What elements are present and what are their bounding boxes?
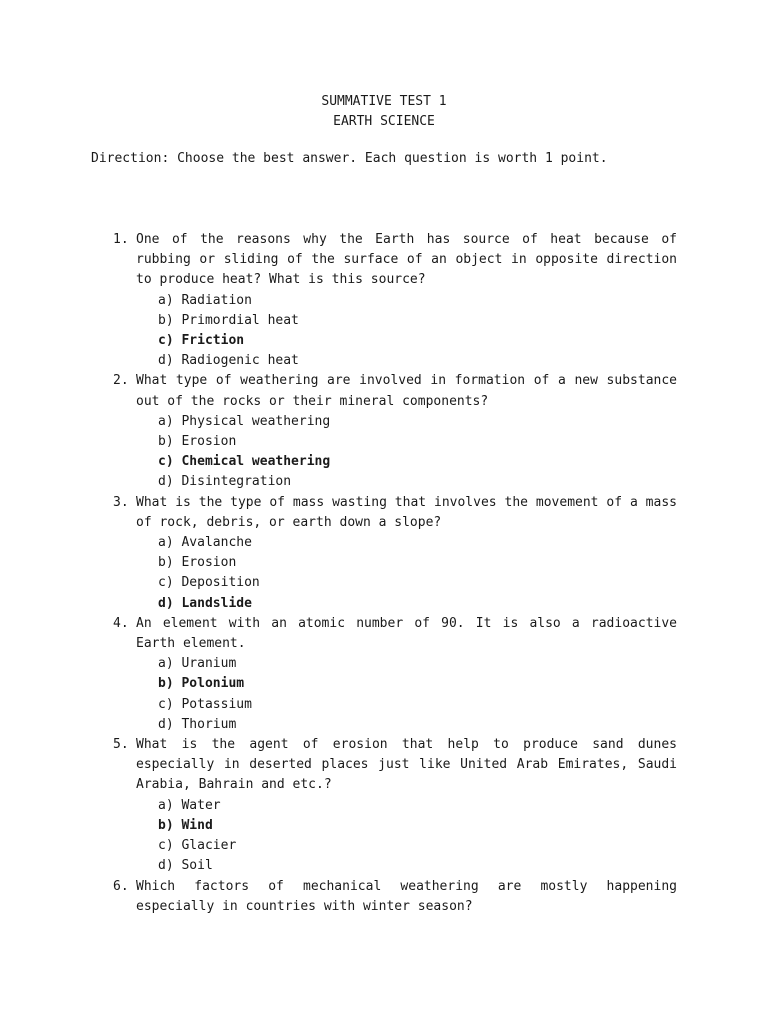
- question-number: 6.: [113, 878, 129, 894]
- question-number: 3.: [113, 494, 129, 510]
- choice-correct: d) Landslide: [158, 595, 252, 611]
- subject-title: EARTH SCIENCE: [333, 114, 435, 129]
- choice-correct: b) Polonium: [158, 676, 245, 692]
- choice-option: b) Erosion: [158, 555, 237, 571]
- direction-text: Direction: Choose the best answer. Each question is worth 1 point.: [91, 151, 608, 166]
- choice-correct: b) Wind: [158, 817, 213, 833]
- choice-list: [158, 654, 768, 735]
- question-item: [0, 614, 768, 735]
- choice-list: [158, 412, 768, 493]
- question-text: An element with an atomic number of 90. It is also a radioactive Earth element.: [136, 615, 677, 652]
- choice-correct: c) Friction: [158, 333, 245, 349]
- question-item: [0, 230, 768, 371]
- choice-option: d) Soil: [158, 858, 213, 874]
- choice-option: c) Glacier: [158, 838, 237, 854]
- question-list: [0, 230, 768, 917]
- choice-option: c) Potassium: [158, 696, 252, 712]
- choice-option: b) Primordial heat: [158, 312, 299, 328]
- question-item: [0, 493, 768, 614]
- choice-list: [158, 533, 768, 614]
- choice-option: d) Thorium: [158, 716, 237, 732]
- choice-list: [158, 291, 768, 372]
- question-text: Which factors of mechanical weathering are mostly happening especially in countries with winter season?: [136, 878, 677, 914]
- choice-option: d) Disintegration: [158, 474, 292, 490]
- choice-option: a) Water: [158, 797, 221, 813]
- question-number: 5.: [113, 737, 129, 753]
- question-number: 2.: [113, 373, 129, 389]
- question-item: [0, 877, 768, 917]
- question-number: 4.: [113, 615, 129, 631]
- question-text: What is the type of mass wasting that involves the movement of a mass of rock, debris, or earth down a slope?: [136, 494, 677, 530]
- choice-option: b) Erosion: [158, 434, 237, 450]
- question-text: What is the agent of erosion that help to produce sand dunes especially in deserted places just like United Arab Emirates, Saudi Arabia, Bahrain and etc.?: [136, 737, 677, 793]
- question-item: [0, 735, 768, 876]
- question-number: 1.: [113, 232, 129, 247]
- choice-option: d) Radiogenic heat: [158, 353, 299, 369]
- choice-option: a) Avalanche: [158, 535, 252, 551]
- choice-option: c) Deposition: [158, 575, 260, 591]
- choice-correct: c) Chemical weathering: [158, 454, 331, 470]
- choice-list: [158, 796, 768, 877]
- choice-option: a) Physical weathering: [158, 413, 331, 429]
- test-title: SUMMATIVE TEST 1: [321, 94, 447, 109]
- question-text: What type of weathering are involved in formation of a new substance out of the rocks or their mineral components?: [136, 373, 677, 409]
- choice-option: a) Radiation: [158, 292, 252, 308]
- question-item: [0, 371, 768, 492]
- question-text: One of the reasons why the Earth has source of heat because of rubbing or sliding of the surface of an object in opposite direction to produce heat? What is this source?: [136, 232, 677, 288]
- choice-option: a) Uranium: [158, 656, 237, 672]
